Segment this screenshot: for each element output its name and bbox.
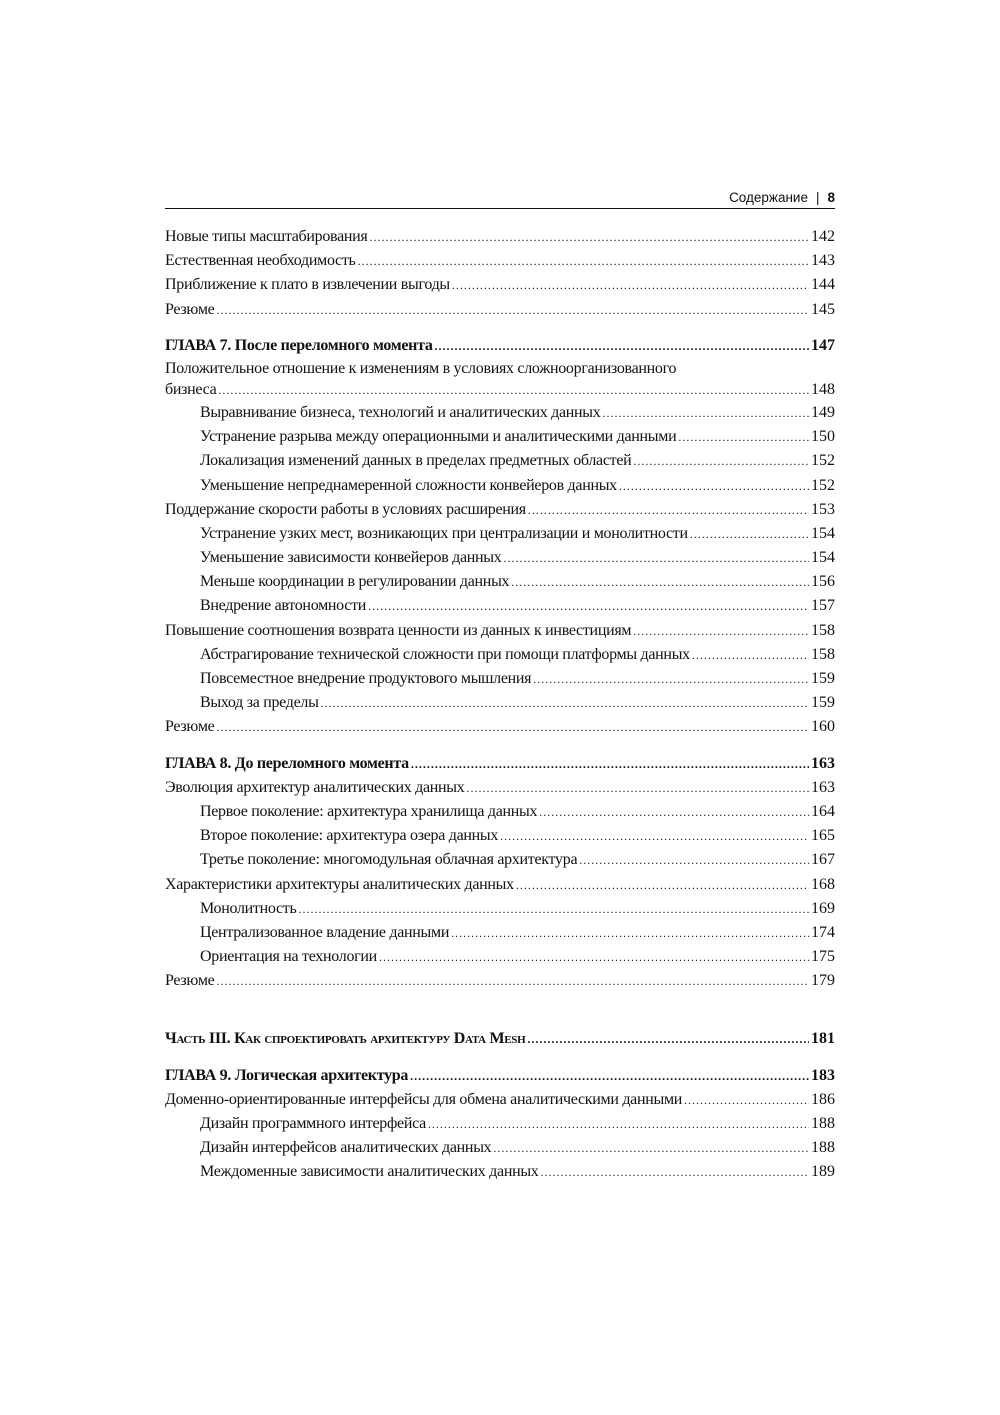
entry-title: Уменьшение непреднамеренной сложности конвейеров данных <box>200 476 617 494</box>
entry-page: 186 <box>811 1090 835 1108</box>
entry-page: 153 <box>811 500 835 518</box>
entry-title: Внедрение автономности <box>200 597 367 615</box>
entry-page: 168 <box>811 875 835 893</box>
entry-title: Дизайн программного интерфейса <box>200 1115 426 1132</box>
dot-leader <box>451 921 809 945</box>
entry-title: Приближение к плато в извлечении выгоды <box>165 276 450 294</box>
dot-leader <box>690 522 809 546</box>
entry-page: 181 <box>811 1030 835 1048</box>
toc-chapter[interactable] <box>165 752 835 776</box>
entry-page: 175 <box>811 948 835 966</box>
entry-page: 165 <box>811 827 835 845</box>
dot-leader <box>533 667 809 691</box>
section-title: Содержание <box>729 190 808 205</box>
dot-leader <box>428 1112 809 1136</box>
toc-entry[interactable] <box>165 800 835 824</box>
entry-title: Устранение разрыва между операционными и аналитическими данными <box>200 428 677 446</box>
dot-leader <box>579 848 809 872</box>
toc-entry[interactable] <box>165 546 835 570</box>
toc-entry[interactable] <box>165 449 835 473</box>
entry-title: Устранение узких мест, возникающих при централизации и монолитности <box>200 524 688 542</box>
entry-title: Эволюция архитектур аналитических данных <box>165 778 465 796</box>
toc-entry[interactable] <box>165 1112 835 1136</box>
toc-entry[interactable] <box>165 945 835 969</box>
entry-page: 154 <box>811 549 835 567</box>
entry-page: 179 <box>811 972 835 990</box>
dot-leader <box>541 1160 809 1184</box>
toc-entry[interactable] <box>165 715 835 739</box>
entry-title: Характеристики архитектуры аналитических данных <box>165 875 514 893</box>
entry-title: Поддержание скорости работы в условиях расширения <box>165 500 526 518</box>
entry-page: 157 <box>811 597 835 615</box>
toc-entry[interactable] <box>165 873 835 897</box>
dot-leader <box>527 1027 809 1051</box>
entry-title: Локализация изменений данных в пределах предметных областей <box>200 452 632 470</box>
entry-page: 152 <box>811 476 835 494</box>
dot-leader <box>358 249 809 273</box>
entry-title: Выход за пределы <box>200 694 319 712</box>
dot-leader <box>539 800 809 824</box>
toc-chapter[interactable] <box>165 1064 835 1088</box>
toc-entry[interactable] <box>165 249 835 273</box>
entry-title: Повышение соотношения возврата ценности из данных к инвестициям <box>165 621 632 639</box>
dot-leader <box>500 824 809 848</box>
entry-page: 143 <box>811 252 835 270</box>
toc-entry[interactable] <box>165 1136 835 1160</box>
entry-page: 145 <box>811 300 835 318</box>
dot-leader <box>411 752 809 776</box>
toc-entry[interactable] <box>165 474 835 498</box>
entry-page: 158 <box>811 621 835 639</box>
entry-page: 160 <box>811 718 835 736</box>
dot-leader <box>516 873 809 897</box>
entry-page: 163 <box>811 754 835 772</box>
entry-page: 142 <box>811 228 835 245</box>
entry-title: Резюме <box>165 972 215 990</box>
dot-leader <box>435 334 809 358</box>
toc-entry[interactable] <box>165 522 835 546</box>
dot-leader <box>410 1064 809 1088</box>
dot-leader <box>493 1136 809 1160</box>
toc-entry[interactable] <box>165 897 835 921</box>
entry-title: Третье поколение: многомодульная облачная архитектура <box>200 851 578 869</box>
entry-title: ГЛАВА 9. Логическая архитектура <box>165 1066 409 1084</box>
entry-page: 147 <box>811 336 835 354</box>
entry-page: 148 <box>811 380 835 398</box>
dot-leader <box>370 225 810 249</box>
dot-leader <box>633 449 809 473</box>
entry-title: Часть III. Как спроектировать архитектуру Data Mesh <box>165 1030 526 1048</box>
dot-leader <box>218 379 809 401</box>
toc-entry[interactable] <box>165 358 835 401</box>
toc-entry[interactable] <box>165 643 835 667</box>
entry-page: 167 <box>811 851 835 869</box>
entry-page: 189 <box>811 1163 835 1181</box>
dot-leader <box>528 498 809 522</box>
entry-page: 154 <box>811 524 835 542</box>
entry-page: 150 <box>811 428 835 446</box>
toc-entry[interactable] <box>165 498 835 522</box>
dot-leader <box>692 643 809 667</box>
entry-title: Централизованное владение данными <box>200 923 450 941</box>
toc-entry[interactable] <box>165 273 835 297</box>
dot-leader <box>678 425 809 449</box>
toc-entry[interactable] <box>165 691 835 715</box>
dot-leader <box>216 715 809 739</box>
entry-page: 164 <box>811 802 835 820</box>
toc-entry[interactable] <box>165 401 835 425</box>
entry-page: 188 <box>811 1115 835 1132</box>
dot-leader <box>466 776 809 800</box>
entry-title: Естественная необходимость <box>165 252 356 270</box>
entry-title: Монолитность <box>200 899 297 917</box>
dot-leader <box>216 969 809 993</box>
entry-title: Абстрагирование технической сложности при помощи платформы данных <box>200 645 690 663</box>
entry-page: 156 <box>811 573 835 591</box>
entry-title-line: бизнеса <box>165 380 217 398</box>
entry-page: 169 <box>811 899 835 917</box>
entry-title: Дизайн интерфейсов аналитических данных <box>200 1139 492 1157</box>
dot-leader <box>216 298 809 322</box>
toc-entry[interactable] <box>165 848 835 872</box>
toc-part[interactable] <box>165 1027 835 1051</box>
entry-title: Резюме <box>165 718 215 736</box>
toc-entry[interactable] <box>165 225 835 249</box>
page-number: 8 <box>827 190 835 205</box>
entry-page: 188 <box>811 1139 835 1157</box>
toc-entry[interactable] <box>165 776 835 800</box>
table-of-contents <box>165 225 835 1185</box>
toc-entry[interactable] <box>165 298 835 322</box>
dot-leader <box>452 273 809 297</box>
toc-entry[interactable] <box>165 425 835 449</box>
toc-entry[interactable] <box>165 667 835 691</box>
entry-page: 149 <box>811 403 835 421</box>
toc-entry[interactable] <box>165 1088 835 1112</box>
dot-leader <box>321 691 809 715</box>
toc-chapter[interactable] <box>165 334 835 358</box>
entry-page: 152 <box>811 452 835 470</box>
dot-leader <box>511 570 809 594</box>
running-header <box>165 188 835 209</box>
header-separator: | <box>815 190 820 205</box>
toc-entry[interactable] <box>165 824 835 848</box>
dot-leader <box>602 401 809 425</box>
entry-title: Выравнивание бизнеса, технологий и аналитических данных <box>200 403 601 421</box>
dot-leader <box>298 897 809 921</box>
entry-title: Повсеместное внедрение продуктового мышления <box>200 670 532 687</box>
entry-page: 183 <box>811 1066 835 1084</box>
dot-leader <box>503 546 809 570</box>
toc-entry[interactable] <box>165 594 835 618</box>
dot-leader <box>379 945 809 969</box>
entry-title-line: Положительное отношение к изменениям в условиях сложноорганизованного <box>165 359 677 377</box>
toc-entry[interactable] <box>165 570 835 594</box>
toc-entry[interactable] <box>165 619 835 643</box>
entry-title: ГЛАВА 8. До переломного момента <box>165 754 409 772</box>
toc-entry[interactable] <box>165 969 835 993</box>
entry-title: Междоменные зависимости аналитических данных <box>200 1163 539 1181</box>
dot-leader <box>633 619 809 643</box>
entry-title: Резюме <box>165 300 215 318</box>
dot-leader <box>619 474 809 498</box>
entry-title: Доменно-ориентированные интерфейсы для обмена аналитическими данными <box>165 1090 683 1108</box>
entry-title: Второе поколение: архитектура озера данных <box>200 827 499 845</box>
toc-entry[interactable] <box>165 921 835 945</box>
entry-title: Меньше координации в регулировании данных <box>200 573 510 591</box>
entry-title: Новые типы масштабирования <box>165 228 368 245</box>
entry-page: 163 <box>811 778 835 796</box>
entry-title: Первое поколение: архитектура хранилища данных <box>200 802 538 820</box>
toc-entry[interactable] <box>165 1160 835 1184</box>
entry-page: 159 <box>811 694 835 712</box>
entry-page: 158 <box>811 645 835 663</box>
entry-title: Уменьшение зависимости конвейеров данных <box>200 549 502 567</box>
entry-title: Ориентация на технологии <box>200 948 377 966</box>
entry-page: 144 <box>811 276 835 294</box>
dot-leader <box>368 594 809 618</box>
entry-page: 174 <box>811 923 835 941</box>
dot-leader <box>684 1088 809 1112</box>
entry-title: ГЛАВА 7. После переломного момента <box>165 336 433 354</box>
entry-page: 159 <box>811 670 835 687</box>
